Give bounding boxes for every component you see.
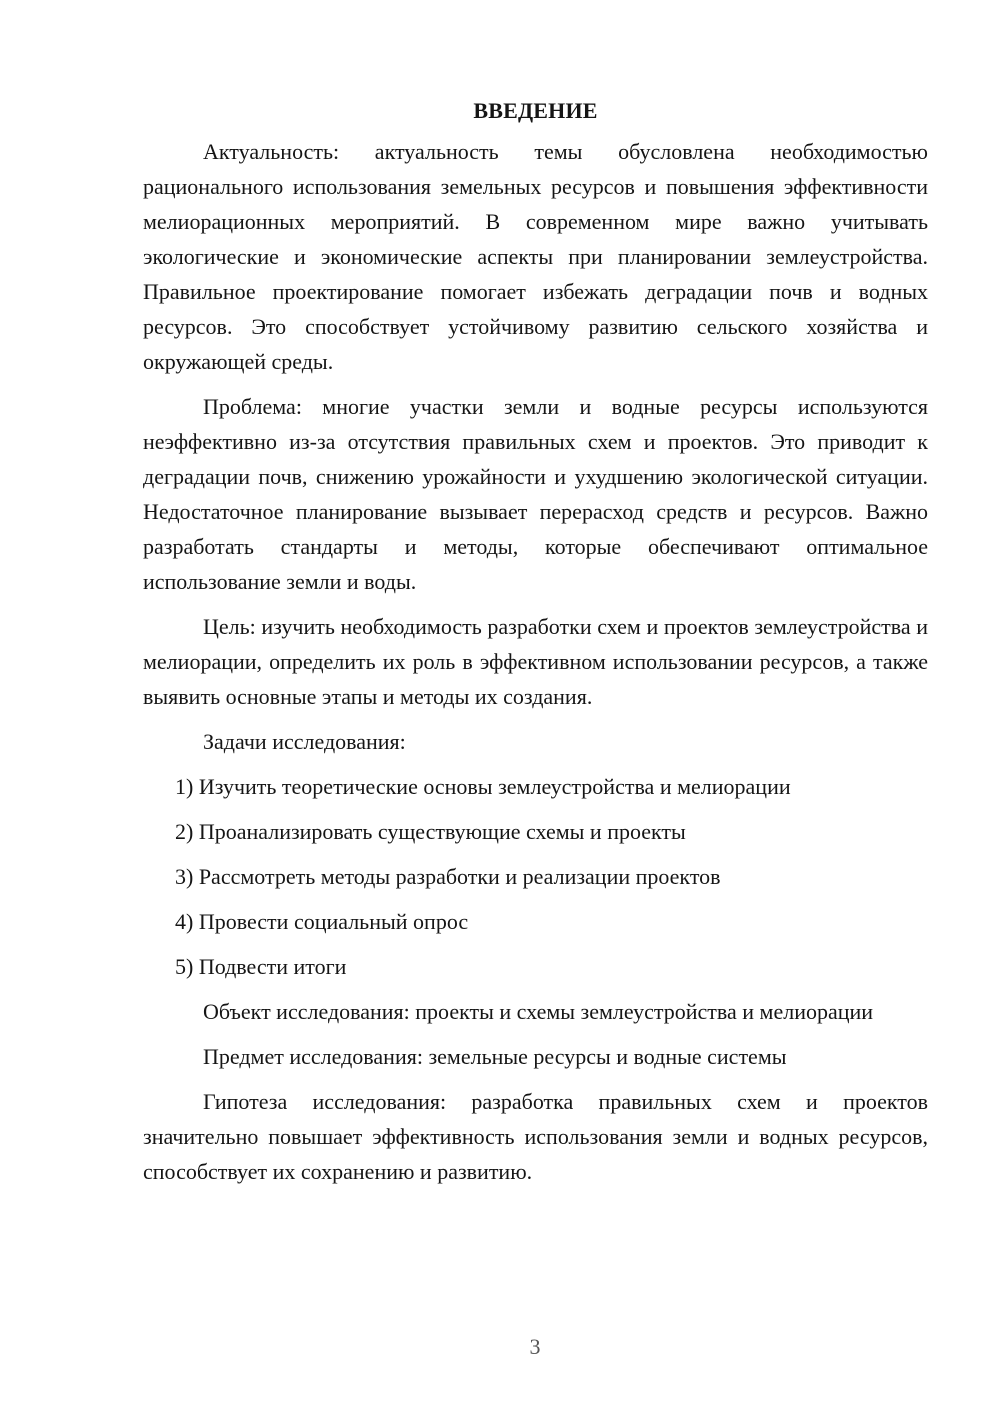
list-item: 4) Провести социальный опрос — [175, 909, 469, 934]
list-item: 3) Рассмотреть методы разработки и реализации проектов — [175, 864, 721, 889]
subject-paragraph: Предмет исследования: земельные ресурсы и водные системы — [203, 1044, 787, 1069]
list-item: 2) Проанализировать существующие схемы и проекты — [175, 819, 686, 844]
goal-paragraph: Цель: изучить необходимость разработки схем и проектов землеустройства и мелиорации, определить их роль в эффективном использовании ресурсов, а также выявить основные этапы и методы их создания. — [143, 614, 928, 709]
list-item: 1) Изучить теоретические основы землеустройства и мелиорации — [175, 774, 791, 799]
tasks-list — [143, 769, 928, 984]
tasks-heading: Задачи исследования: — [203, 729, 406, 754]
list-item: 5) Подвести итоги — [175, 954, 347, 979]
section-title: ВВЕДЕНИЕ — [473, 98, 598, 123]
page-content — [143, 93, 928, 1199]
page-number: 3 — [529, 1334, 541, 1359]
object-paragraph: Объект исследования: проекты и схемы землеустройства и мелиорации — [203, 999, 874, 1024]
hypothesis-paragraph: Гипотеза исследования: разработка правильных схем и проектов значительно повышает эффективность использования земли и водных ресурсов, способствует их сохранению и развитию. — [143, 1089, 928, 1184]
relevance-paragraph: Актуальность: актуальность темы обусловлена необходимостью рационального использования земельных ресурсов и повышения эффективности мелиорационных мероприятий. В современном мире важно учитывать экологические и экономические аспекты при планировании землеустройства. Правильное проектирование помогает избежать деградации почв и водных ресурсов. Это способствует устойчивому развитию сельского хозяйства и окружающей среды. — [143, 139, 928, 374]
problem-paragraph: Проблема: многие участки земли и водные ресурсы используются неэффективно из-за отсутствия правильных схем и проектов. Это приводит к деградации почв, снижению урожайности и ухудшению экологической ситуации. Недостаточное планирование вызывает перерасход средств и ресурсов. Важно разработать стандарты и методы, которые обеспечивают оптимальное использование земли и воды. — [143, 394, 928, 594]
